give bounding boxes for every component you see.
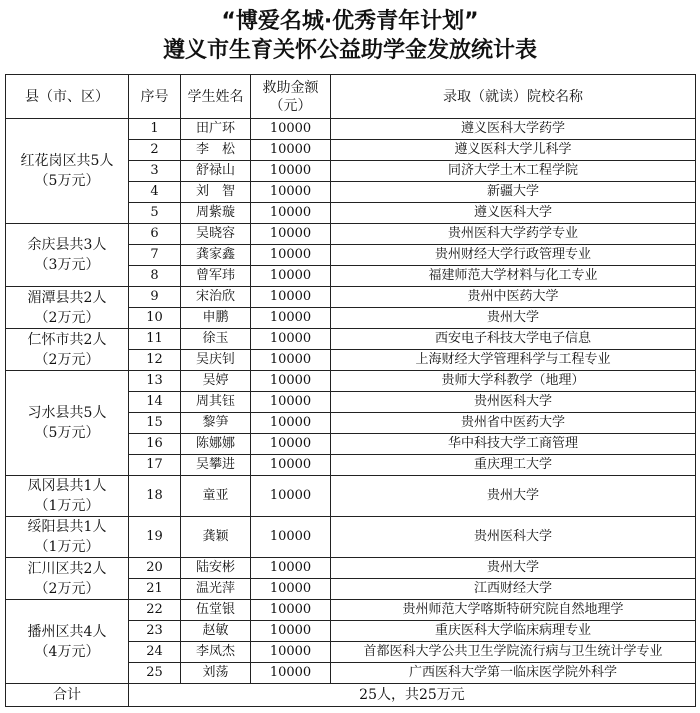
amount-cell: 10000	[251, 579, 331, 600]
seq-cell: 8	[129, 266, 181, 287]
county-subtotal: （2万元）	[34, 351, 100, 368]
student-name-cell: 龚颖	[181, 517, 251, 558]
student-name-cell: 曾军玮	[181, 266, 251, 287]
school-cell: 遵义医科大学儿科学	[331, 140, 696, 161]
school-cell: 福建师范大学材料与化工专业	[331, 266, 696, 287]
amount-cell: 10000	[251, 329, 331, 350]
school-cell: 同济大学土木工程学院	[331, 161, 696, 182]
seq-cell: 14	[129, 392, 181, 413]
school-cell: 贵州中医药大学	[331, 287, 696, 308]
county-label: 湄潭县共2人	[27, 289, 107, 306]
county-cell	[6, 224, 129, 287]
table-body	[6, 119, 696, 707]
student-name-cell: 吴晓容	[181, 224, 251, 245]
grant-table	[5, 74, 696, 707]
county-label: 习水县共5人	[27, 405, 107, 421]
seq-cell: 2	[129, 140, 181, 161]
amount-cell: 10000	[251, 266, 331, 287]
school-cell: 江西财经大学	[331, 579, 696, 600]
school-cell: 贵州大学	[331, 308, 696, 329]
header-name: 学生姓名	[181, 75, 251, 119]
document-header	[0, 0, 700, 66]
amount-cell: 10000	[251, 224, 331, 245]
amount-cell: 10000	[251, 621, 331, 642]
student-name-cell: 徐玉	[181, 329, 251, 350]
seq-cell: 15	[129, 413, 181, 434]
amount-cell: 10000	[251, 308, 331, 329]
amount-cell: 10000	[251, 558, 331, 579]
amount-cell: 10000	[251, 392, 331, 413]
school-cell: 广西医科大学第一临床医学院外科学	[331, 663, 696, 684]
amount-cell: 10000	[251, 642, 331, 663]
student-name-cell: 申鹏	[181, 308, 251, 329]
school-cell: 贵州财经大学行政管理专业	[331, 245, 696, 266]
school-cell: 首都医科大学公共卫生学院流行病与卫生统计学专业	[331, 642, 696, 663]
amount-cell: 10000	[251, 476, 331, 517]
school-cell: 贵州医科大学	[331, 517, 696, 558]
seq-cell: 22	[129, 600, 181, 621]
table-row	[6, 119, 696, 140]
student-name-cell: 陈娜娜	[181, 434, 251, 455]
student-name-cell: 刘荡	[181, 663, 251, 684]
county-label: 仁怀市共2人	[27, 331, 107, 348]
student-name-cell: 赵敏	[181, 621, 251, 642]
county-label: 红花岗区共5人	[20, 153, 114, 169]
school-cell: 遵义医科大学药学	[331, 119, 696, 140]
county-subtotal: （2万元）	[34, 580, 100, 597]
school-cell: 遵义医科大学	[331, 203, 696, 224]
student-name-cell: 李 松	[181, 140, 251, 161]
amount-cell: 10000	[251, 203, 331, 224]
school-cell: 新疆大学	[331, 182, 696, 203]
amount-cell: 10000	[251, 600, 331, 621]
amount-cell: 10000	[251, 455, 331, 476]
student-name-cell: 伍堂银	[181, 600, 251, 621]
county-cell	[6, 517, 129, 558]
county-cell	[6, 558, 129, 600]
amount-cell: 10000	[251, 663, 331, 684]
student-name-cell: 田广环	[181, 119, 251, 140]
header-school: 录取（就读）院校名称	[331, 75, 696, 119]
amount-cell: 10000	[251, 350, 331, 371]
county-subtotal: （1万元）	[34, 498, 100, 514]
header-seq: 序号	[129, 75, 181, 119]
table-row	[6, 371, 696, 392]
student-name-cell: 吴婷	[181, 371, 251, 392]
school-cell: 贵州大学	[331, 558, 696, 579]
seq-cell: 4	[129, 182, 181, 203]
county-subtotal: （1万元）	[34, 539, 100, 555]
seq-cell: 21	[129, 579, 181, 600]
table-row	[6, 558, 696, 579]
table-row	[6, 224, 696, 245]
county-cell	[6, 329, 129, 371]
student-name-cell: 温光萍	[181, 579, 251, 600]
school-cell: 华中科技大学工商管理	[331, 434, 696, 455]
seq-cell: 5	[129, 203, 181, 224]
table-row	[6, 476, 696, 517]
county-label: 凤冈县共1人	[27, 478, 107, 494]
student-name-cell: 陆安彬	[181, 558, 251, 579]
county-cell	[6, 371, 129, 476]
seq-cell: 16	[129, 434, 181, 455]
table-row	[6, 329, 696, 350]
seq-cell: 19	[129, 517, 181, 558]
seq-cell: 20	[129, 558, 181, 579]
student-name-cell: 龚家鑫	[181, 245, 251, 266]
seq-cell: 1	[129, 119, 181, 140]
total-label: 合计	[6, 684, 129, 707]
seq-cell: 9	[129, 287, 181, 308]
amount-cell: 10000	[251, 434, 331, 455]
student-name-cell: 周其钰	[181, 392, 251, 413]
table-row	[6, 600, 696, 621]
student-name-cell: 吴庆钊	[181, 350, 251, 371]
seq-cell: 18	[129, 476, 181, 517]
seq-cell: 6	[129, 224, 181, 245]
total-row	[6, 684, 696, 707]
document-title-line2: 遵义市生育关怀公益助学金发放统计表	[162, 38, 537, 63]
seq-cell: 13	[129, 371, 181, 392]
county-label: 绥阳县共1人	[27, 519, 107, 535]
seq-cell: 25	[129, 663, 181, 684]
county-subtotal: （4万元）	[34, 643, 100, 660]
header-county: 县（市、区）	[6, 75, 129, 119]
student-name-cell: 舒禄山	[181, 161, 251, 182]
student-name-cell: 宋治欣	[181, 287, 251, 308]
seq-cell: 17	[129, 455, 181, 476]
school-cell: 西安电子科技大学电子信息	[331, 329, 696, 350]
seq-cell: 7	[129, 245, 181, 266]
student-name-cell: 周紫璇	[181, 203, 251, 224]
county-subtotal: （3万元）	[34, 257, 100, 273]
header-amount: 救助金额（元）	[251, 75, 331, 119]
seq-cell: 12	[129, 350, 181, 371]
school-cell: 贵州医科大学药学专业	[331, 224, 696, 245]
amount-cell: 10000	[251, 140, 331, 161]
school-cell: 重庆理工大学	[331, 455, 696, 476]
amount-cell: 10000	[251, 245, 331, 266]
seq-cell: 23	[129, 621, 181, 642]
seq-cell: 10	[129, 308, 181, 329]
county-cell	[6, 476, 129, 517]
county-cell	[6, 287, 129, 329]
school-cell: 贵州师范大学喀斯特研究院自然地理学	[331, 600, 696, 621]
school-cell: 重庆医科大学临床病理专业	[331, 621, 696, 642]
amount-cell: 10000	[251, 182, 331, 203]
county-cell	[6, 119, 129, 224]
county-label: 汇川区共2人	[27, 560, 107, 577]
amount-cell: 10000	[251, 413, 331, 434]
amount-cell: 10000	[251, 119, 331, 140]
seq-cell: 11	[129, 329, 181, 350]
county-subtotal: （5万元）	[34, 173, 100, 189]
amount-cell: 10000	[251, 517, 331, 558]
student-name-cell: 童亚	[181, 476, 251, 517]
document-title-line1: “博爱名城·优秀青年计划”	[221, 9, 479, 34]
county-subtotal: （5万元）	[34, 425, 100, 441]
student-name-cell: 刘 智	[181, 182, 251, 203]
amount-cell: 10000	[251, 287, 331, 308]
amount-cell: 10000	[251, 371, 331, 392]
county-label: 余庆县共3人	[27, 237, 107, 253]
school-cell: 贵州医科大学	[331, 392, 696, 413]
county-cell	[6, 600, 129, 684]
seq-cell: 3	[129, 161, 181, 182]
school-cell: 贵州大学	[331, 476, 696, 517]
school-cell: 贵师大学科教学（地理）	[331, 371, 696, 392]
county-label: 播州区共4人	[27, 623, 107, 640]
school-cell: 贵州省中医药大学	[331, 413, 696, 434]
amount-cell: 10000	[251, 161, 331, 182]
total-value: 25人，共25万元	[129, 684, 696, 707]
seq-cell: 24	[129, 642, 181, 663]
student-name-cell: 吴攀进	[181, 455, 251, 476]
county-subtotal: （2万元）	[34, 309, 100, 326]
student-name-cell: 黎笋	[181, 413, 251, 434]
student-name-cell: 李凤杰	[181, 642, 251, 663]
table-header	[6, 75, 696, 119]
school-cell: 上海财经大学管理科学与工程专业	[331, 350, 696, 371]
table-row	[6, 517, 696, 558]
table-row	[6, 287, 696, 308]
